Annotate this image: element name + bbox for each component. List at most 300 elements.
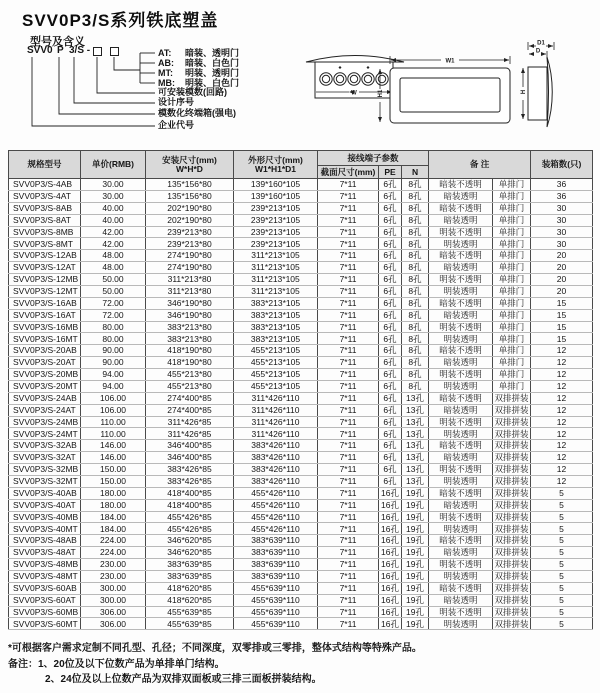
cell-price: 50.00 [81,285,146,297]
cell-pe-holes: 16孔 [379,594,402,606]
cell-door-structure: 单排门 [493,250,531,262]
cell-model: SVV0P3/S-8MT [9,238,81,250]
cell-mount-type: 暗装不透明 [429,392,493,404]
cell-install-size: 455*639*85 [146,618,234,630]
table-row [9,392,593,404]
cell-price: 72.00 [81,297,146,309]
cell-door-structure: 双排拼装 [494,499,529,510]
door-type-row-mt [158,68,239,78]
cell-cross-section: 7*11 [318,380,379,392]
cell-cross-section: 7*11 [318,238,379,250]
cell-door-structure: 双排拼装 [494,440,529,451]
cell-price: 146.00 [81,452,146,464]
table-row [9,570,593,582]
cell-price: 150.00 [81,464,146,476]
header-cross-section: 截面尺寸(mm) [318,166,379,179]
cell-price: 40.00 [81,202,146,214]
cell-pe-holes: 6孔 [379,357,402,369]
cell-install-size: 418*620*85 [146,594,234,606]
cell-install-size: 202*190*80 [146,202,234,214]
cell-outline-size: 383*213*105 [234,297,318,309]
cell-install-size: 383*213*80 [146,321,234,333]
cell-price: 48.00 [81,250,146,262]
cell-pe-holes: 16孔 [379,511,402,523]
cell-outline-size: 455*639*110 [234,618,318,630]
cell-mount-type: 暗装透明 [429,452,493,464]
product-dimension-diagrams [300,40,600,140]
table-row [9,309,593,321]
cell-n-holes: 19孔 [402,618,429,630]
cell-mount-type: 暗装透明 [429,357,493,369]
cell-cross-section: 7*11 [318,297,379,309]
cell-model: SVV0P3/S-4AB [9,179,81,191]
header-install-line1: 安装尺寸(mm) [162,155,217,165]
cell-door-structure: 双排拼装 [494,523,529,534]
cell-model: SVV0P3/S-24MB [9,416,81,428]
label-terminal-box: 模数化终端箱(强电) [158,108,236,118]
cell-door-structure: 双排拼装 [494,452,529,463]
cell-price: 306.00 [81,606,146,618]
cell-install-size: 418*620*85 [146,582,234,594]
cell-install-size: 418*400*85 [146,487,234,499]
table-row [9,416,593,428]
cell-install-size: 239*213*80 [146,238,234,250]
cell-outline-size: 311*426*110 [234,428,318,440]
cell-cross-section: 7*11 [318,464,379,476]
cell-install-size: 274*190*80 [146,262,234,274]
cell-door-structure: 双排拼装 [494,416,529,427]
cell-pack-qty: 20 [531,274,593,286]
cell-cross-section: 7*11 [318,570,379,582]
cell-door-structure: 单排门 [493,345,531,357]
cell-door-structure: 单排门 [493,214,531,226]
cell-model: SVV0P3/S-8AB [9,202,81,214]
cell-mount-type: 暗装不透明 [429,440,493,452]
cell-model: SVV0P3/S-16AT [9,309,81,321]
cell-model: SVV0P3/S-20MT [9,380,81,392]
cell-n-holes: 13孔 [402,464,429,476]
cell-cross-section: 7*11 [318,321,379,333]
cell-install-size: 346*400*85 [146,440,234,452]
header-price: 单价(RMB) [81,151,146,179]
cell-price: 110.00 [81,428,146,440]
cell-n-holes: 8孔 [402,369,429,381]
cell-cross-section: 7*11 [318,309,379,321]
cell-cross-section: 7*11 [318,452,379,464]
cell-pack-qty: 12 [531,345,593,357]
cell-model: SVV0P3/S-12AB [9,250,81,262]
cell-price: 30.00 [81,190,146,202]
cell-price: 224.00 [81,535,146,547]
cell-pack-qty: 12 [531,357,593,369]
cell-pack-qty: 5 [531,606,593,618]
label-company-code: 企业代号 [158,120,195,130]
cell-n-holes: 8孔 [402,345,429,357]
cell-model: SVV0P3/S-8MB [9,226,81,238]
cell-install-size: 346*190*80 [146,309,234,321]
cell-pack-qty: 12 [531,369,593,381]
table-row [9,202,593,214]
cell-price: 110.00 [81,416,146,428]
cell-install-size: 311*213*80 [146,285,234,297]
cell-n-holes: 19孔 [402,559,429,571]
cell-pe-holes: 16孔 [379,547,402,559]
cell-install-size: 418*190*80 [146,345,234,357]
cell-outline-size: 311*426*110 [234,416,318,428]
cell-pe-holes: 6孔 [379,380,402,392]
cell-mount-type: 明装透明 [429,285,493,297]
cell-mount-type: 明装不透明 [429,321,493,333]
cell-install-size: 135*156*80 [146,190,234,202]
spec-table [8,150,593,630]
cell-pack-qty: 5 [531,487,593,499]
cell-cross-section: 7*11 [318,594,379,606]
cell-outline-size: 311*426*110 [234,392,318,404]
cell-cross-section: 7*11 [318,606,379,618]
header-install-size [146,151,234,179]
cell-mount-type: 暗装不透明 [429,582,493,594]
cell-model: SVV0P3/S-40MT [9,523,81,535]
cell-pack-qty: 30 [531,238,593,250]
cell-pe-holes: 16孔 [379,559,402,571]
cell-price: 230.00 [81,570,146,582]
cell-pe-holes: 6孔 [379,333,402,345]
cell-door-structure: 双排拼装 [494,476,529,487]
cell-pe-holes: 16孔 [379,487,402,499]
cell-outline-size: 383*213*105 [234,309,318,321]
table-row [9,428,593,440]
cell-pe-holes: 6孔 [379,416,402,428]
cell-door-structure: 单排门 [493,380,531,392]
cell-pack-qty: 30 [531,226,593,238]
cell-pe-holes: 6孔 [379,369,402,381]
cell-pack-qty: 20 [531,285,593,297]
table-row [9,404,593,416]
cell-model: SVV0P3/S-60MB [9,606,81,618]
table-row [9,380,593,392]
cell-n-holes: 8孔 [402,179,429,191]
cell-cross-section: 7*11 [318,559,379,571]
cell-price: 180.00 [81,487,146,499]
cell-install-size: 455*213*80 [146,380,234,392]
cell-model: SVV0P3/S-40MB [9,511,81,523]
header-outline-line2: W1*H1*D1 [254,163,297,174]
cell-outline-size: 455*213*105 [234,345,318,357]
cell-mount-type: 明装透明 [429,475,493,487]
cell-pack-qty: 5 [531,523,593,535]
cell-mount-type: 暗装透明 [429,594,493,606]
cell-outline-size: 455*213*105 [234,357,318,369]
cell-price: 42.00 [81,226,146,238]
cell-pack-qty: 20 [531,250,593,262]
cell-pack-qty: 36 [531,190,593,202]
cell-pe-holes: 16孔 [379,582,402,594]
cell-door-structure: 单排门 [493,179,531,191]
spec-table-header [9,151,593,179]
cell-outline-size: 239*213*105 [234,214,318,226]
cell-mount-type: 明装不透明 [429,511,493,523]
cell-n-holes: 13孔 [402,475,429,487]
cell-pe-holes: 6孔 [379,440,402,452]
cell-cross-section: 7*11 [318,345,379,357]
cell-price: 224.00 [81,547,146,559]
cell-door-structure: 单排门 [493,202,531,214]
cell-outline-size: 383*639*110 [234,570,318,582]
cell-cross-section: 7*11 [318,262,379,274]
model-code-series: 3/S - [69,45,91,56]
note-custom-products: *可根据客户需求定制不同孔型、孔径；不同深度，双零排或三零排，整体式结构等特殊产品。 [8,643,422,654]
cell-pack-qty: 5 [531,618,593,630]
cell-outline-size: 383*426*110 [234,464,318,476]
cell-price: 150.00 [81,475,146,487]
cell-door-structure: 单排门 [493,309,531,321]
cell-pe-holes: 16孔 [379,570,402,582]
cell-outline-size: 455*213*105 [234,380,318,392]
cell-model: SVV0P3/S-40AB [9,487,81,499]
cell-model: SVV0P3/S-8AT [9,214,81,226]
cell-pack-qty: 5 [531,511,593,523]
cell-outline-size: 455*426*110 [234,499,318,511]
cell-price: 40.00 [81,214,146,226]
cell-mount-type: 明装透明 [429,333,493,345]
cell-pe-holes: 16孔 [379,606,402,618]
cell-outline-size: 383*426*110 [234,440,318,452]
table-row [9,250,593,262]
cell-outline-size: 383*426*110 [234,475,318,487]
cell-mount-type: 暗装透明 [429,404,493,416]
cell-door-structure: 双排拼装 [494,547,529,558]
cell-cross-section: 7*11 [318,475,379,487]
table-row [9,357,593,369]
cell-pe-holes: 6孔 [379,226,402,238]
cell-pe-holes: 6孔 [379,274,402,286]
cell-pack-qty: 5 [531,582,593,594]
cell-model: SVV0P3/S-40AT [9,499,81,511]
cell-install-size: 311*426*85 [146,428,234,440]
table-row [9,226,593,238]
cell-pack-qty: 12 [531,464,593,476]
cell-install-size: 383*639*85 [146,570,234,582]
cell-install-size: 383*639*85 [146,559,234,571]
cell-model: SVV0P3/S-20AT [9,357,81,369]
cell-outline-size: 311*213*105 [234,262,318,274]
cell-install-size: 418*190*80 [146,357,234,369]
cell-n-holes: 8孔 [402,226,429,238]
dim-w1-label: W1 [445,58,455,65]
cell-pe-holes: 16孔 [379,523,402,535]
cell-pe-holes: 16孔 [379,535,402,547]
door-desc: 暗装、透明门 [185,48,240,58]
cell-door-structure: 单排门 [493,274,531,286]
table-row [9,606,593,618]
cell-n-holes: 13孔 [402,452,429,464]
cell-mount-type: 暗装不透明 [429,297,493,309]
cell-install-size: 455*213*80 [146,369,234,381]
cell-pack-qty: 5 [531,594,593,606]
cell-cross-section: 7*11 [318,369,379,381]
cell-door-structure: 单排门 [493,333,531,345]
table-row [9,274,593,286]
cell-pe-holes: 6孔 [379,297,402,309]
cell-install-size: 455*426*85 [146,511,234,523]
door-code: AT: [158,48,172,58]
cell-model: SVV0P3/S-32AT [9,452,81,464]
cell-n-holes: 8孔 [402,357,429,369]
table-row [9,547,593,559]
cell-model: SVV0P3/S-60MT [9,618,81,630]
cell-mount-type: 暗装不透明 [429,487,493,499]
cell-pack-qty: 12 [531,452,593,464]
cell-install-size: 311*426*85 [146,416,234,428]
cell-pack-qty: 12 [531,416,593,428]
cell-outline-size: 139*160*105 [234,179,318,191]
cell-door-structure: 单排门 [493,297,531,309]
cell-model: SVV0P3/S-48AT [9,547,81,559]
cell-door-structure: 单排门 [493,238,531,250]
cell-price: 230.00 [81,559,146,571]
cell-n-holes: 8孔 [402,190,429,202]
model-code-product: P [57,45,64,56]
cell-n-holes: 8孔 [402,380,429,392]
table-row [9,333,593,345]
cell-outline-size: 311*426*110 [234,404,318,416]
cell-door-structure: 双排拼装 [494,428,529,439]
cell-mount-type: 暗装不透明 [429,202,493,214]
cell-outline-size: 455*426*110 [234,487,318,499]
door-type-row-at [158,48,239,58]
cell-cross-section: 7*11 [318,535,379,547]
table-row [9,179,593,191]
header-terminal-group: 接线端子参数 [318,151,429,166]
cell-pack-qty: 30 [531,214,593,226]
cell-mount-type: 明装透明 [429,428,493,440]
cell-mount-type: 明装不透明 [429,416,493,428]
cell-door-structure: 单排门 [493,190,531,202]
cell-door-structure: 双排拼装 [494,464,529,475]
table-row [9,582,593,594]
cell-outline-size: 239*213*105 [234,226,318,238]
table-row [9,262,593,274]
cell-price: 90.00 [81,357,146,369]
cell-mount-type: 暗装透明 [429,499,493,511]
header-model: 规格型号 [9,151,81,179]
cell-price: 184.00 [81,511,146,523]
cell-pe-holes: 6孔 [379,452,402,464]
cell-pe-holes: 6孔 [379,214,402,226]
cell-n-holes: 13孔 [402,428,429,440]
door-desc: 明装、透明门 [185,68,240,78]
cell-price: 306.00 [81,618,146,630]
dim-d1-label: D1 [537,40,545,47]
cell-pe-holes: 16孔 [379,499,402,511]
cell-install-size: 274*190*80 [146,250,234,262]
cell-price: 300.00 [81,594,146,606]
cell-price: 72.00 [81,309,146,321]
cell-model: SVV0P3/S-32AB [9,440,81,452]
cell-n-holes: 13孔 [402,404,429,416]
cell-cross-section: 7*11 [318,392,379,404]
cell-price: 50.00 [81,274,146,286]
cell-n-holes: 19孔 [402,594,429,606]
model-legend-heading: 型号及含义 [30,36,85,48]
cell-outline-size: 455*426*110 [234,511,318,523]
label-design-serial: 设计序号 [158,97,195,107]
header-pe: PE [379,166,402,179]
cell-pack-qty: 15 [531,297,593,309]
dim-h1-label: H1 [378,89,384,98]
cell-price: 42.00 [81,238,146,250]
cell-cross-section: 7*11 [318,179,379,191]
cell-n-holes: 19孔 [402,570,429,582]
cell-pe-holes: 6孔 [379,428,402,440]
cell-mount-type: 暗装不透明 [429,345,493,357]
cell-model: SVV0P3/S-24MT [9,428,81,440]
header-outline-size [234,151,318,179]
cell-model: SVV0P3/S-48AB [9,535,81,547]
cell-pack-qty: 36 [531,179,593,191]
cell-price: 300.00 [81,582,146,594]
cell-model: SVV0P3/S-12MT [9,285,81,297]
cell-outline-size: 383*213*105 [234,321,318,333]
header-remark: 备 注 [429,151,531,179]
cell-mount-type: 明装不透明 [429,606,493,618]
cell-cross-section: 7*11 [318,274,379,286]
cell-pack-qty: 20 [531,262,593,274]
table-row [9,345,593,357]
cell-pack-qty: 15 [531,321,593,333]
cell-model: SVV0P3/S-16AB [9,297,81,309]
cell-cross-section: 7*11 [318,487,379,499]
cell-door-structure: 单排门 [493,262,531,274]
cell-n-holes: 8孔 [402,274,429,286]
cell-pack-qty: 5 [531,559,593,571]
table-row [9,452,593,464]
cell-pack-qty: 12 [531,404,593,416]
footer-notes [8,641,592,688]
table-row [9,297,593,309]
dim-h-label: H [521,89,527,95]
cell-mount-type: 明装不透明 [429,559,493,571]
cell-n-holes: 19孔 [402,582,429,594]
cell-n-holes: 8孔 [402,321,429,333]
cell-mount-type: 暗装透明 [429,547,493,559]
cell-pe-holes: 6孔 [379,179,402,191]
cell-mount-type: 明装透明 [429,618,493,630]
model-code-company: SVV0 [27,45,53,56]
cell-mount-type: 明装不透明 [429,369,493,381]
door-desc: 暗装、白色门 [185,58,240,68]
cell-cross-section: 7*11 [318,523,379,535]
dim-w-label: W [351,90,357,97]
cell-price: 180.00 [81,499,146,511]
cell-cross-section: 7*11 [318,404,379,416]
cell-cross-section: 7*11 [318,428,379,440]
cell-door-structure: 双排拼装 [494,404,529,415]
cell-pe-holes: 6孔 [379,238,402,250]
cell-door-structure: 双排拼装 [494,594,529,605]
cell-cross-section: 7*11 [318,547,379,559]
cell-n-holes: 8孔 [402,238,429,250]
cell-door-structure: 双排拼装 [494,487,529,498]
cell-pe-holes: 6孔 [379,262,402,274]
table-row [9,285,593,297]
cell-mount-type: 明装透明 [429,238,493,250]
cell-mount-type: 暗装透明 [429,309,493,321]
cell-model: SVV0P3/S-12MB [9,274,81,286]
header-install-line2: W*H*D [176,163,203,174]
cell-mount-type: 暗装透明 [429,214,493,226]
cell-pe-holes: 6孔 [379,392,402,404]
